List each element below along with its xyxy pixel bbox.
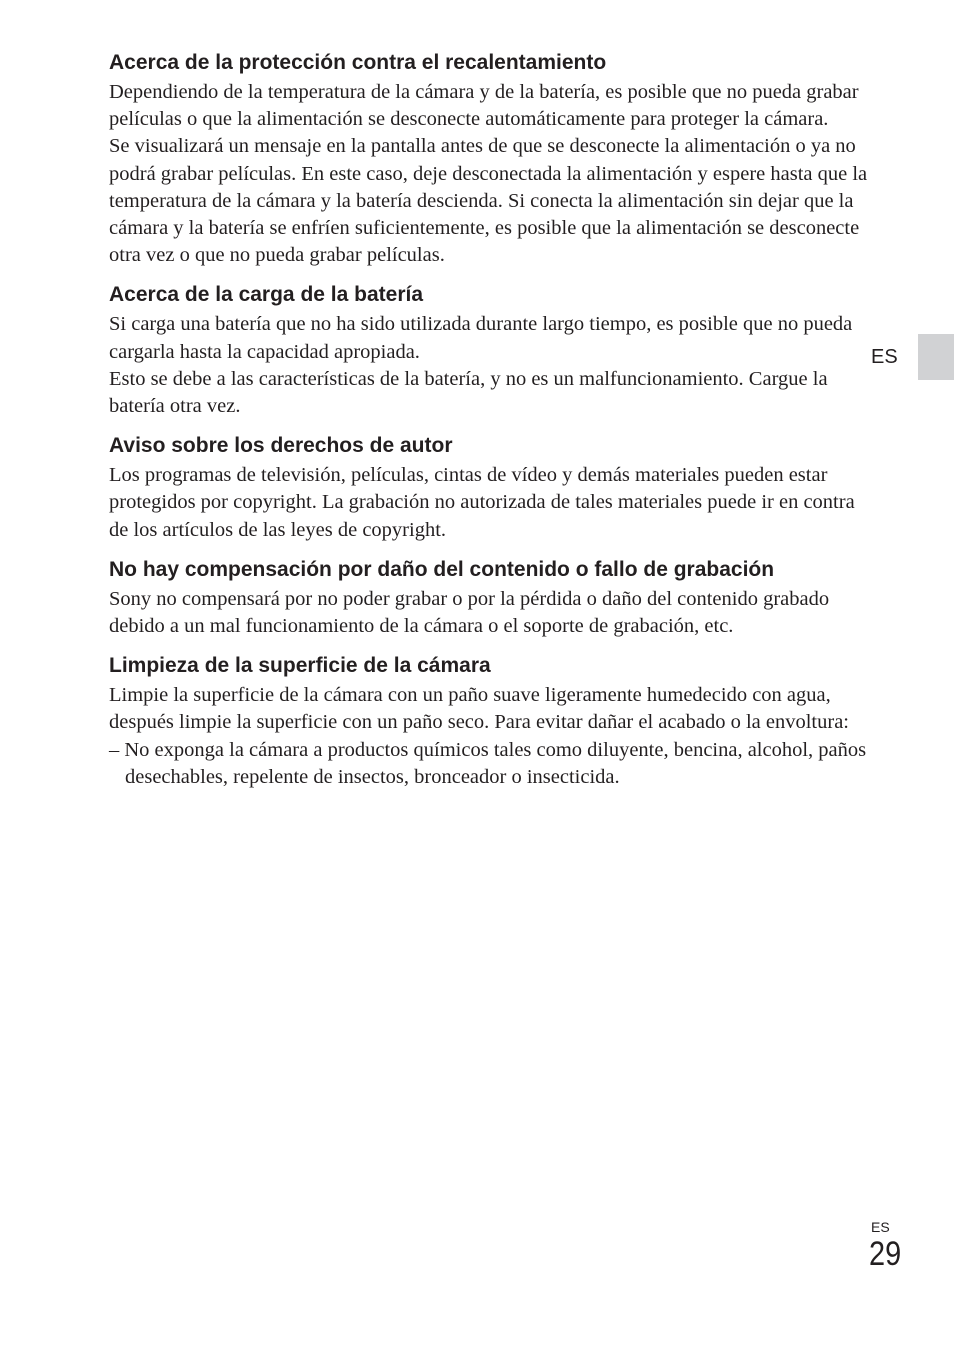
- paragraph: Si carga una batería que no ha sido utilizada durante largo tiempo, es posible que no pueda cargarla hasta la capacidad apropiada.: [109, 313, 853, 363]
- paragraph: Sony no compensará por no poder grabar o por la pérdida o daño del contenido grabado debido a un mal funcionamiento de la cámara o el soporte de grabación, etc.: [109, 587, 830, 638]
- page-content: [109, 50, 869, 804]
- section-heading: Aviso sobre los derechos de autor: [109, 434, 453, 458]
- section-heading: Limpieza de la superficie de la cámara: [109, 654, 491, 678]
- section-battery-charging: [109, 282, 869, 420]
- paragraph: Se visualizará un mensaje en la pantalla antes de que se desconecte la alimentación o ya no podrá grabar películas. En este caso, deje desconectada la alimentación y espere hasta que la temperatura de la cámara y la batería descienda. Si conecta la alimentación sin dejar que la cámara y la batería se enfríen suficientemente, es posible que la alimentación se desconecte otra vez o que no pueda grabar películas.: [109, 135, 868, 267]
- section-copyright-notice: [109, 433, 869, 544]
- section-no-compensation: [109, 557, 869, 640]
- section-surface-cleaning: [109, 653, 869, 791]
- paragraph: Los programas de televisión, películas, cintas de vídeo y demás materiales pueden estar protegidos por copyright. La grabación no autorizada de tales materiales puede ir en contra de los artículos de las leyes de copyright.: [109, 464, 855, 541]
- paragraph: Limpie la superficie de la cámara con un paño suave ligeramente humedecido con agua, después limpie la superficie con un paño seco. Para evitar dañar el acabado o la envoltura:: [109, 684, 849, 734]
- paragraph: Esto se debe a las características de la batería, y no es un malfuncionamiento. Cargue la batería otra vez.: [109, 367, 828, 418]
- language-tab-marker: [918, 334, 954, 380]
- section-heading: No hay compensación por daño del contenido o fallo de grabación: [109, 557, 775, 581]
- section-heading: Acerca de la protección contra el recalentamiento: [109, 51, 607, 74]
- footer-language: ES: [871, 1219, 890, 1235]
- paragraph: Dependiendo de la temperatura de la cámara y de la batería, es posible que no pueda grabar películas o que la alimentación se desconecte automáticamente para proteger la cámara.: [109, 81, 859, 131]
- bullet-item: – No exponga la cámara a productos químicos tales como diluyente, bencina, alcohol, paños desechables, repelente de insectos, bronceador o insecticida.: [109, 738, 867, 788]
- section-heading: Acerca de la carga de la batería: [109, 283, 424, 307]
- section-overheat-protection: [109, 50, 869, 269]
- language-tab-label: ES: [871, 346, 898, 368]
- page-number: 29: [869, 1235, 902, 1273]
